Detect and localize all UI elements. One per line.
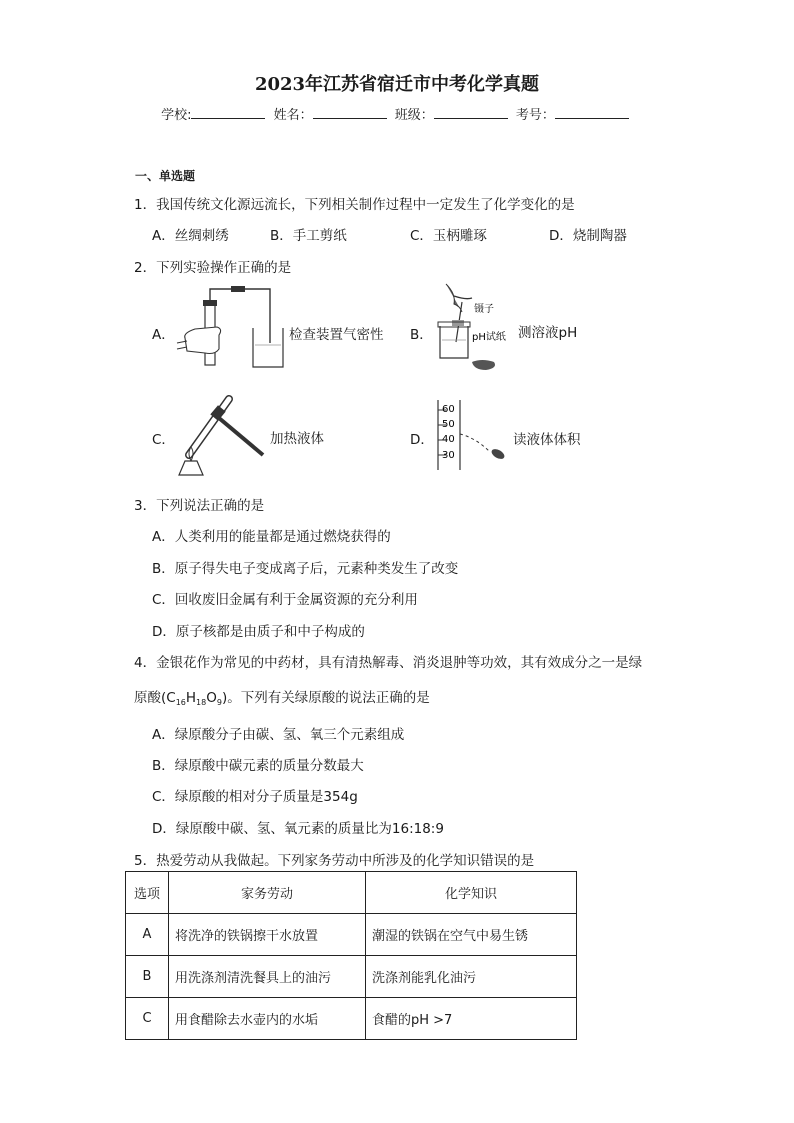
cylinder-tick-40: 40 <box>442 434 455 445</box>
section-heading: 一、单选题 <box>135 169 196 183</box>
heating-liquid-figure <box>173 393 269 478</box>
q4-option-b: B．绿原酸中碳元素的质量分数最大 <box>152 758 364 774</box>
table-row <box>126 998 577 1040</box>
table-cell: 洗涤剂能乳化油污 <box>366 956 577 998</box>
q4-option-a: A．绿原酸分子由碳、氢、氧三个元素组成 <box>152 727 405 743</box>
q1-stem: 1．我国传统文化源远流长，下列相关制作过程中一定发生了化学变化的是 <box>134 197 575 213</box>
name-label: 姓名： <box>273 108 313 123</box>
q2-option-a-label: 检查装置气密性 <box>289 327 384 343</box>
q2-option-a-letter: A． <box>152 327 175 343</box>
table-row <box>126 914 577 956</box>
q3-option-a: A．人类利用的能量都是通过燃烧获得的 <box>152 529 391 545</box>
table-cell: C <box>126 998 169 1040</box>
q3-option-c: C．回收废旧金属有利于金属资源的充分利用 <box>152 592 418 608</box>
q4-stem-prefix: 原酸 <box>134 690 161 706</box>
q5-stem: 5．热爱劳动从我做起。下列家务劳动中所涉及的化学知识错误的是 <box>134 853 535 869</box>
name-blank[interactable] <box>313 106 387 119</box>
class-label: 班级： <box>394 108 434 123</box>
school-label: 学校: <box>161 108 192 123</box>
ph-fig-label-paper: pH试纸 <box>472 332 506 343</box>
q5-table <box>125 871 577 1040</box>
table-row <box>126 956 577 998</box>
table-cell: 潮湿的铁锅在空气中易生锈 <box>366 914 577 956</box>
q4-stem-line1: 4．金银花作为常见的中药材，具有清热解毒、消炎退肿等功效，其有效成分之一是绿 <box>134 655 643 671</box>
class-blank[interactable] <box>434 106 508 119</box>
table-cell: 将洗净的铁锅擦干水放置 <box>169 914 366 956</box>
q2-option-d-letter: D． <box>410 432 434 448</box>
table-cell: B <box>126 956 169 998</box>
q2-option-b-letter: B． <box>410 327 433 343</box>
table-header-cell: 家务劳动 <box>169 872 366 914</box>
q2-option-b-label: 测溶液pH <box>518 325 578 341</box>
q2-option-c-label: 加热液体 <box>270 431 324 447</box>
table-header-cell: 化学知识 <box>366 872 577 914</box>
q1-option-b: B．手工剪纸 <box>270 228 347 244</box>
student-info-line <box>0 104 794 123</box>
exam-no-label: 考号： <box>515 108 555 123</box>
table-header-cell: 选项 <box>126 872 169 914</box>
q4-stem-suffix: 。下列有关绿原酸的说法正确的是 <box>227 690 430 706</box>
q2-option-c-letter: C． <box>152 432 175 448</box>
q4-option-c: C．绿原酸的相对分子质量是354g <box>152 789 358 805</box>
q3-option-b: B．原子得失电子变成离子后，元素种类发生了改变 <box>152 561 459 577</box>
cylinder-tick-50: 50 <box>442 419 455 430</box>
airtightness-apparatus-figure <box>175 283 287 373</box>
ph-fig-label-tweezers: 镊子 <box>474 304 494 315</box>
school-blank[interactable] <box>191 106 265 119</box>
q4-option-d: D．绿原酸中碳、氢、氧元素的质量比为16:18:9 <box>152 821 444 837</box>
exam-no-blank[interactable] <box>555 106 629 119</box>
table-cell: 食醋的pH >7 <box>366 998 577 1040</box>
table-header-row <box>126 872 577 914</box>
q1-option-c: C．玉柄雕琢 <box>410 228 487 244</box>
q1-option-a: A．丝绸刺绣 <box>152 228 229 244</box>
cylinder-tick-30: 30 <box>442 450 455 461</box>
q2-option-d-label: 读液体体积 <box>513 432 581 448</box>
ph-test-figure <box>432 282 518 374</box>
q3-stem: 3．下列说法正确的是 <box>134 498 265 514</box>
cylinder-tick-60: 60 <box>442 404 455 415</box>
table-cell: A <box>126 914 169 956</box>
cylinder-reading-figure <box>432 396 517 476</box>
q1-option-d: D．烧制陶器 <box>549 228 627 244</box>
page-title: 2023年江苏省宿迁市中考化学真题 <box>254 74 540 95</box>
q2-stem: 2．下列实验操作正确的是 <box>134 260 292 276</box>
q3-option-d: D．原子核都是由质子和中子构成的 <box>152 624 365 640</box>
q4-stem-line2 <box>134 686 430 707</box>
q4-formula: $(C_{16}H_{18}O_9)$ <box>161 690 228 707</box>
table-cell: 用洗涤剂清洗餐具上的油污 <box>169 956 366 998</box>
table-cell: 用食醋除去水壶内的水垢 <box>169 998 366 1040</box>
